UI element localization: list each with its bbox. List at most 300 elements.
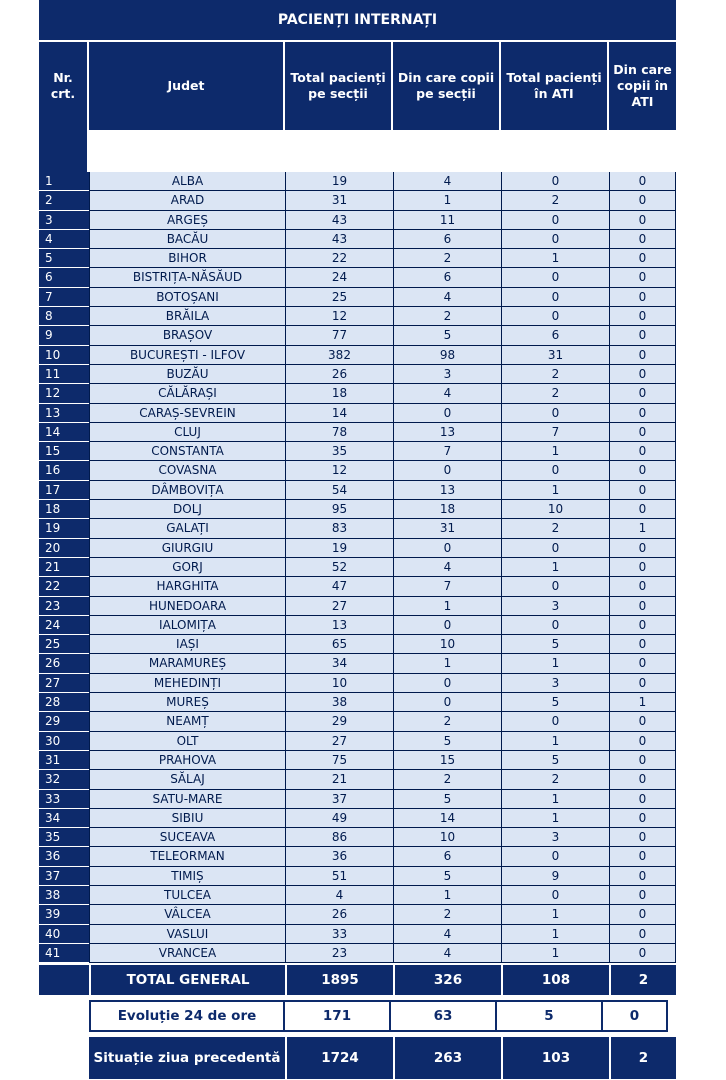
- row-copii-ati: 0: [609, 654, 676, 673]
- row-judet: VRANCEA: [89, 944, 285, 963]
- row-copii-ati: 0: [609, 307, 676, 326]
- table-row: [39, 654, 676, 673]
- precedenta-copii: 263: [393, 1037, 501, 1079]
- row-copii-sectii: 18: [393, 500, 501, 519]
- table-row: [39, 268, 676, 287]
- row-total-sectii: 12: [285, 461, 393, 480]
- row-judet: OLT: [89, 732, 285, 751]
- row-nr: 24: [39, 616, 89, 635]
- row-total-ati: 2: [501, 191, 609, 210]
- row-judet: CLUJ: [89, 423, 285, 442]
- row-nr: 4: [39, 230, 89, 249]
- row-copii-sectii: 13: [393, 481, 501, 500]
- row-judet: BISTRIȚA-NĂSĂUD: [89, 268, 285, 287]
- precedenta-label: Situație ziua precedentă: [89, 1037, 285, 1079]
- row-copii-sectii: 3: [393, 365, 501, 384]
- row-nr: 40: [39, 925, 89, 944]
- row-nr: 35: [39, 828, 89, 847]
- row-total-ati: 1: [501, 249, 609, 268]
- table-row: [39, 847, 676, 866]
- row-total-ati: 1: [501, 732, 609, 751]
- row-judet: TELEORMAN: [89, 847, 285, 866]
- row-judet: BOTOȘANI: [89, 288, 285, 307]
- total-general-copii-ati: 2: [609, 965, 676, 995]
- row-copii-ati: 0: [609, 539, 676, 558]
- row-total-ati: 1: [501, 442, 609, 461]
- row-nr: 17: [39, 481, 89, 500]
- row-total-ati: 3: [501, 674, 609, 693]
- row-copii-ati: 0: [609, 712, 676, 731]
- row-copii-ati: 1: [609, 693, 676, 712]
- row-total-ati: 1: [501, 944, 609, 963]
- table-row: [39, 693, 676, 712]
- row-nr: 22: [39, 577, 89, 596]
- row-total-sectii: 4: [285, 886, 393, 905]
- row-judet: VASLUI: [89, 925, 285, 944]
- row-nr: 23: [39, 597, 89, 616]
- table-row: [39, 404, 676, 423]
- header-total-sectii: Total pacienți pe secții: [285, 42, 393, 130]
- row-total-ati: 1: [501, 481, 609, 500]
- row-total-sectii: 26: [285, 365, 393, 384]
- row-copii-sectii: 2: [393, 770, 501, 789]
- row-total-ati: 0: [501, 307, 609, 326]
- row-total-ati: 1: [501, 790, 609, 809]
- row-copii-sectii: 1: [393, 654, 501, 673]
- row-copii-sectii: 5: [393, 867, 501, 886]
- table-row: [39, 635, 676, 654]
- row-total-ati: 3: [501, 828, 609, 847]
- row-judet: HUNEDOARA: [89, 597, 285, 616]
- row-total-ati: 0: [501, 172, 609, 191]
- row-judet: GORJ: [89, 558, 285, 577]
- row-judet: COVASNA: [89, 461, 285, 480]
- row-total-ati: 0: [501, 288, 609, 307]
- row-total-sectii: 10: [285, 674, 393, 693]
- row-copii-ati: 0: [609, 249, 676, 268]
- row-nr: 28: [39, 693, 89, 712]
- table-row: [39, 442, 676, 461]
- row-copii-sectii: 0: [393, 404, 501, 423]
- row-copii-ati: 0: [609, 326, 676, 345]
- row-total-ati: 31: [501, 346, 609, 365]
- row-nr: 3: [39, 211, 89, 230]
- table-row: [39, 288, 676, 307]
- row-copii-sectii: 1: [393, 886, 501, 905]
- row-nr: 15: [39, 442, 89, 461]
- row-judet: HARGHITA: [89, 577, 285, 596]
- row-nr: 26: [39, 654, 89, 673]
- row-total-ati: 9: [501, 867, 609, 886]
- row-total-sectii: 24: [285, 268, 393, 287]
- header-nr: Nr. crt.: [39, 42, 89, 130]
- table-row: [39, 558, 676, 577]
- row-copii-ati: 0: [609, 346, 676, 365]
- row-nr: 19: [39, 519, 89, 538]
- row-copii-sectii: 2: [393, 307, 501, 326]
- row-total-ati: 0: [501, 886, 609, 905]
- row-copii-ati: 0: [609, 925, 676, 944]
- row-copii-sectii: 6: [393, 847, 501, 866]
- row-judet: BIHOR: [89, 249, 285, 268]
- row-copii-ati: 0: [609, 635, 676, 654]
- row-judet: GIURGIU: [89, 539, 285, 558]
- table-row: [39, 481, 676, 500]
- row-nr: 34: [39, 809, 89, 828]
- header-copii-sectii: Din care copii pe secții: [393, 42, 501, 130]
- row-total-sectii: 29: [285, 712, 393, 731]
- table-row: [39, 886, 676, 905]
- row-judet: PRAHOVA: [89, 751, 285, 770]
- row-copii-ati: 0: [609, 423, 676, 442]
- row-total-sectii: 36: [285, 847, 393, 866]
- row-total-sectii: 35: [285, 442, 393, 461]
- row-total-ati: 0: [501, 577, 609, 596]
- row-total-ati: 0: [501, 211, 609, 230]
- row-total-sectii: 27: [285, 597, 393, 616]
- table-row: [39, 326, 676, 345]
- row-nr: 1: [39, 172, 89, 191]
- row-total-sectii: 31: [285, 191, 393, 210]
- row-copii-sectii: 15: [393, 751, 501, 770]
- row-nr: 12: [39, 384, 89, 403]
- row-copii-sectii: 4: [393, 384, 501, 403]
- row-total-sectii: 26: [285, 905, 393, 924]
- table-row: [39, 211, 676, 230]
- row-copii-ati: 0: [609, 288, 676, 307]
- row-copii-sectii: 98: [393, 346, 501, 365]
- row-judet: DOLJ: [89, 500, 285, 519]
- row-nr: 33: [39, 790, 89, 809]
- table-row: [39, 365, 676, 384]
- table-row: [39, 230, 676, 249]
- row-judet: ARAD: [89, 191, 285, 210]
- row-copii-ati: 0: [609, 751, 676, 770]
- header-gap: [39, 130, 676, 172]
- row-copii-ati: 0: [609, 558, 676, 577]
- row-copii-ati: 0: [609, 268, 676, 287]
- patients-table: [39, 0, 676, 1079]
- evolutie-copii-ati: 0: [601, 1000, 668, 1032]
- row-total-sectii: 14: [285, 404, 393, 423]
- row-total-sectii: 43: [285, 230, 393, 249]
- row-judet: MARAMUREȘ: [89, 654, 285, 673]
- table-row: [39, 539, 676, 558]
- row-copii-ati: 0: [609, 597, 676, 616]
- row-judet: CONSTANTA: [89, 442, 285, 461]
- row-total-sectii: 382: [285, 346, 393, 365]
- precedenta-total: 1724: [285, 1037, 393, 1079]
- row-judet: NEAMȚ: [89, 712, 285, 731]
- row-total-sectii: 18: [285, 384, 393, 403]
- table-row: [39, 732, 676, 751]
- row-copii-ati: 0: [609, 211, 676, 230]
- row-copii-sectii: 0: [393, 693, 501, 712]
- row-copii-ati: 1: [609, 519, 676, 538]
- precedenta-ati: 103: [501, 1037, 609, 1079]
- total-general-copii: 326: [393, 965, 501, 995]
- row-total-sectii: 78: [285, 423, 393, 442]
- row-copii-sectii: 10: [393, 828, 501, 847]
- row-total-sectii: 27: [285, 732, 393, 751]
- row-nr: 20: [39, 539, 89, 558]
- row-copii-sectii: 1: [393, 597, 501, 616]
- row-total-sectii: 34: [285, 654, 393, 673]
- row-copii-ati: 0: [609, 404, 676, 423]
- table-row: [39, 384, 676, 403]
- row-nr: 8: [39, 307, 89, 326]
- row-total-sectii: 19: [285, 172, 393, 191]
- row-total-ati: 5: [501, 693, 609, 712]
- row-total-ati: 2: [501, 365, 609, 384]
- table-row: [39, 809, 676, 828]
- row-total-ati: 2: [501, 770, 609, 789]
- row-copii-sectii: 1: [393, 191, 501, 210]
- row-copii-sectii: 0: [393, 461, 501, 480]
- row-copii-ati: 0: [609, 230, 676, 249]
- row-nr: 39: [39, 905, 89, 924]
- row-nr: 38: [39, 886, 89, 905]
- row-total-sectii: 13: [285, 616, 393, 635]
- row-copii-ati: 0: [609, 172, 676, 191]
- row-total-sectii: 22: [285, 249, 393, 268]
- row-total-ati: 0: [501, 461, 609, 480]
- table-row: [39, 577, 676, 596]
- row-copii-sectii: 7: [393, 442, 501, 461]
- table-header: [39, 42, 676, 130]
- table-row: [39, 307, 676, 326]
- row-judet: BRĂILA: [89, 307, 285, 326]
- row-copii-sectii: 5: [393, 732, 501, 751]
- precedenta-row: [39, 1037, 676, 1079]
- row-total-ati: 1: [501, 925, 609, 944]
- row-copii-sectii: 0: [393, 539, 501, 558]
- row-nr: 21: [39, 558, 89, 577]
- precedenta-copii-ati: 2: [609, 1037, 676, 1079]
- table-row: [39, 500, 676, 519]
- row-total-sectii: 47: [285, 577, 393, 596]
- row-copii-ati: 0: [609, 886, 676, 905]
- row-total-sectii: 19: [285, 539, 393, 558]
- row-total-sectii: 54: [285, 481, 393, 500]
- row-judet: SATU-MARE: [89, 790, 285, 809]
- row-total-sectii: 33: [285, 925, 393, 944]
- row-copii-ati: 0: [609, 867, 676, 886]
- row-copii-sectii: 10: [393, 635, 501, 654]
- row-total-ati: 0: [501, 847, 609, 866]
- row-nr: 31: [39, 751, 89, 770]
- row-judet: BACĂU: [89, 230, 285, 249]
- row-total-sectii: 51: [285, 867, 393, 886]
- row-nr: 41: [39, 944, 89, 963]
- row-copii-sectii: 7: [393, 577, 501, 596]
- row-judet: CĂLĂRAȘI: [89, 384, 285, 403]
- row-judet: TULCEA: [89, 886, 285, 905]
- row-total-ati: 2: [501, 384, 609, 403]
- table-row: [39, 172, 676, 191]
- table-row: [39, 346, 676, 365]
- row-total-sectii: 38: [285, 693, 393, 712]
- row-copii-ati: 0: [609, 365, 676, 384]
- row-total-sectii: 86: [285, 828, 393, 847]
- table-row: [39, 867, 676, 886]
- table-row: [39, 519, 676, 538]
- row-nr: 27: [39, 674, 89, 693]
- row-total-ati: 0: [501, 712, 609, 731]
- header-copii-ati: Din care copii în ATI: [613, 62, 672, 109]
- row-copii-sectii: 31: [393, 519, 501, 538]
- total-general-row: [39, 965, 676, 995]
- row-copii-sectii: 2: [393, 249, 501, 268]
- row-copii-ati: 0: [609, 384, 676, 403]
- row-judet: CARAȘ-SEVREIN: [89, 404, 285, 423]
- table-body: [39, 172, 676, 963]
- row-copii-ati: 0: [609, 905, 676, 924]
- table-title: PACIENȚI INTERNAȚI: [39, 0, 676, 42]
- row-judet: SĂLAJ: [89, 770, 285, 789]
- row-copii-ati: 0: [609, 481, 676, 500]
- row-copii-ati: 0: [609, 790, 676, 809]
- table-row: [39, 790, 676, 809]
- row-copii-ati: 0: [609, 944, 676, 963]
- table-row: [39, 597, 676, 616]
- row-copii-ati: 0: [609, 674, 676, 693]
- row-nr: 14: [39, 423, 89, 442]
- row-judet: VÂLCEA: [89, 905, 285, 924]
- row-nr: 9: [39, 326, 89, 345]
- row-nr: 6: [39, 268, 89, 287]
- row-copii-sectii: 4: [393, 288, 501, 307]
- row-copii-sectii: 5: [393, 790, 501, 809]
- row-total-ati: 10: [501, 500, 609, 519]
- table-row: [39, 461, 676, 480]
- row-nr: 2: [39, 191, 89, 210]
- row-total-sectii: 37: [285, 790, 393, 809]
- row-copii-ati: 0: [609, 577, 676, 596]
- row-total-ati: 1: [501, 654, 609, 673]
- row-copii-ati: 0: [609, 809, 676, 828]
- row-judet: IAȘI: [89, 635, 285, 654]
- row-judet: ALBA: [89, 172, 285, 191]
- row-nr: 5: [39, 249, 89, 268]
- table-row: [39, 751, 676, 770]
- row-total-sectii: 95: [285, 500, 393, 519]
- table-row: [39, 423, 676, 442]
- row-copii-sectii: 0: [393, 616, 501, 635]
- row-judet: SIBIU: [89, 809, 285, 828]
- row-total-ati: 2: [501, 519, 609, 538]
- evolutie-ati: 5: [495, 1000, 603, 1032]
- table-row: [39, 712, 676, 731]
- row-nr: 18: [39, 500, 89, 519]
- row-copii-ati: 0: [609, 461, 676, 480]
- row-copii-ati: 0: [609, 191, 676, 210]
- row-copii-sectii: 6: [393, 268, 501, 287]
- row-nr: 30: [39, 732, 89, 751]
- row-total-ati: 1: [501, 809, 609, 828]
- row-total-ati: 0: [501, 539, 609, 558]
- row-nr: 16: [39, 461, 89, 480]
- row-copii-ati: 0: [609, 847, 676, 866]
- row-judet: MEHEDINȚI: [89, 674, 285, 693]
- row-nr: 10: [39, 346, 89, 365]
- row-total-ati: 1: [501, 558, 609, 577]
- row-copii-sectii: 4: [393, 558, 501, 577]
- row-copii-sectii: 6: [393, 230, 501, 249]
- row-total-sectii: 25: [285, 288, 393, 307]
- row-judet: DÂMBOVIȚA: [89, 481, 285, 500]
- row-total-sectii: 52: [285, 558, 393, 577]
- row-judet: TIMIȘ: [89, 867, 285, 886]
- row-total-ati: 3: [501, 597, 609, 616]
- row-nr: 37: [39, 867, 89, 886]
- row-copii-ati: 0: [609, 442, 676, 461]
- row-judet: BUCUREȘTI - ILFOV: [89, 346, 285, 365]
- row-copii-sectii: 2: [393, 712, 501, 731]
- table-row: [39, 616, 676, 635]
- row-total-sectii: 75: [285, 751, 393, 770]
- row-total-sectii: 49: [285, 809, 393, 828]
- total-general-total: 1895: [285, 965, 393, 995]
- row-judet: IALOMIȚA: [89, 616, 285, 635]
- row-total-ati: 5: [501, 635, 609, 654]
- table-row: [39, 925, 676, 944]
- row-total-sectii: 12: [285, 307, 393, 326]
- row-total-sectii: 77: [285, 326, 393, 345]
- row-total-ati: 0: [501, 268, 609, 287]
- row-total-sectii: 23: [285, 944, 393, 963]
- evolutie-label: Evoluție 24 de ore: [89, 1000, 285, 1032]
- evolutie-copii: 63: [389, 1000, 497, 1032]
- row-total-ati: 5: [501, 751, 609, 770]
- row-nr: 25: [39, 635, 89, 654]
- row-copii-sectii: 2: [393, 905, 501, 924]
- row-total-ati: 0: [501, 616, 609, 635]
- header-judet: Judet: [89, 42, 285, 130]
- row-copii-sectii: 0: [393, 674, 501, 693]
- header-total-ati: Total pacienți în ATI: [501, 42, 609, 130]
- table-row: [39, 191, 676, 210]
- row-copii-sectii: 14: [393, 809, 501, 828]
- row-nr: 32: [39, 770, 89, 789]
- row-total-sectii: 43: [285, 211, 393, 230]
- row-nr: 36: [39, 847, 89, 866]
- row-total-sectii: 65: [285, 635, 393, 654]
- row-copii-ati: 0: [609, 828, 676, 847]
- table-row: [39, 249, 676, 268]
- row-judet: ARGEȘ: [89, 211, 285, 230]
- table-row: [39, 828, 676, 847]
- row-total-ati: 6: [501, 326, 609, 345]
- row-total-ati: 0: [501, 230, 609, 249]
- row-copii-sectii: 4: [393, 172, 501, 191]
- row-nr: 11: [39, 365, 89, 384]
- row-judet: MUREȘ: [89, 693, 285, 712]
- row-nr: 29: [39, 712, 89, 731]
- table-row: [39, 905, 676, 924]
- row-copii-ati: 0: [609, 770, 676, 789]
- row-total-ati: 0: [501, 404, 609, 423]
- row-judet: BUZĂU: [89, 365, 285, 384]
- row-copii-sectii: 11: [393, 211, 501, 230]
- row-judet: SUCEAVA: [89, 828, 285, 847]
- row-copii-ati: 0: [609, 500, 676, 519]
- row-judet: GALAȚI: [89, 519, 285, 538]
- evolutie-row: [39, 1000, 676, 1032]
- row-copii-ati: 0: [609, 616, 676, 635]
- row-copii-sectii: 4: [393, 944, 501, 963]
- row-copii-sectii: 13: [393, 423, 501, 442]
